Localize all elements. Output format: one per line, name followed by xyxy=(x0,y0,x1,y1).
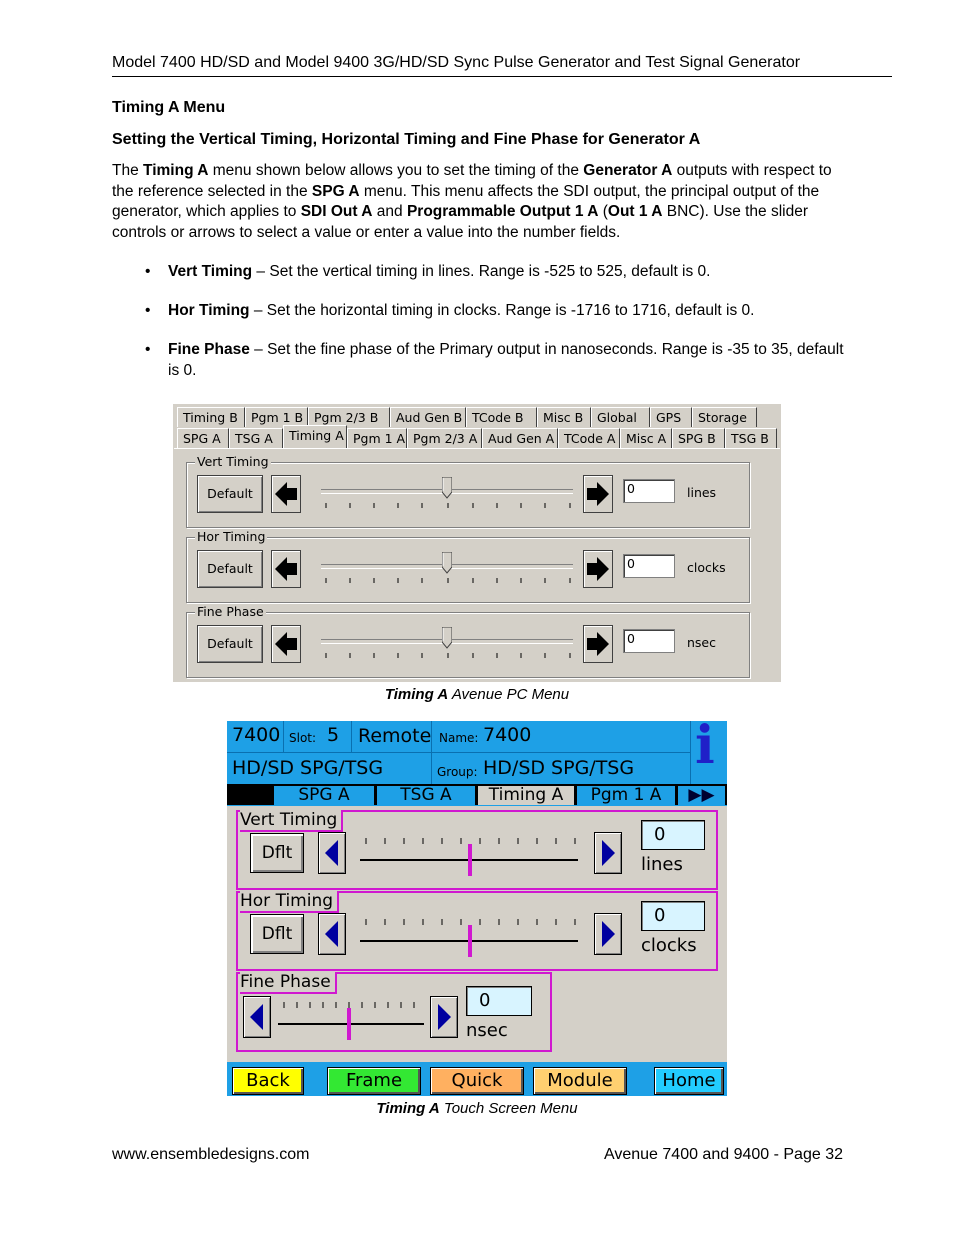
arrow-left-icon xyxy=(272,551,300,587)
section-heading: Timing A Menu xyxy=(112,99,226,116)
triangle-left-icon xyxy=(319,833,345,873)
ts-tab-timing-a[interactable]: Timing A xyxy=(478,786,574,805)
hor-timing-value-input[interactable]: 0 xyxy=(623,554,675,578)
bullet-vert-timing: Vert Timing – Set the vertical timing in lines. Range is -525 to 525, default is 0. xyxy=(168,263,711,280)
ts-product: HD/SD SPG/TSG xyxy=(232,757,384,779)
tab-global[interactable]: Global xyxy=(591,407,650,427)
ts-slot-value: 5 xyxy=(327,724,340,746)
ts-vert-timing-group xyxy=(236,810,718,890)
ts-divider xyxy=(227,752,690,753)
arrow-right-icon xyxy=(584,551,612,587)
ts-name-value: 7400 xyxy=(483,724,532,746)
tab-tcode-b[interactable]: TCode B xyxy=(466,407,537,427)
ts-fine-phase-left-button[interactable] xyxy=(243,996,271,1038)
fine-phase-slider-thumb[interactable] xyxy=(442,627,452,649)
tab-pgm23-a[interactable]: Pgm 2/3 A xyxy=(407,428,482,448)
section-subheading: Setting the Vertical Timing, Horizontal Timing and Fine Phase for Generator A xyxy=(112,131,701,148)
ts-fine-phase-label: Fine Phase xyxy=(240,972,337,994)
fine-phase-slider-ticks xyxy=(325,653,571,658)
fine-phase-value-input[interactable]: 0 xyxy=(623,629,675,653)
info-icon[interactable]: i xyxy=(695,715,715,776)
ts-fine-phase-slider[interactable] xyxy=(278,1000,424,1040)
arrow-right-icon xyxy=(584,626,612,662)
ts-home-button[interactable]: Home xyxy=(654,1067,724,1095)
ts-hor-timing-value[interactable]: 0 xyxy=(641,901,705,931)
tab-misc-a[interactable]: Misc A xyxy=(620,428,672,448)
tab-row-top xyxy=(177,407,757,427)
tab-spg-a[interactable]: SPG A xyxy=(177,428,229,448)
tab-gps[interactable]: GPS xyxy=(650,407,692,427)
tab-storage[interactable]: Storage xyxy=(692,407,757,427)
fine-phase-unit: nsec xyxy=(687,635,716,650)
fine-phase-group xyxy=(186,604,750,678)
ts-vert-timing-slider[interactable] xyxy=(360,836,578,876)
ts-name-label: Name: xyxy=(439,731,479,745)
ts-divider xyxy=(431,753,432,784)
ts-quick-button[interactable]: Quick xyxy=(430,1067,524,1095)
hor-timing-right-arrow-button[interactable] xyxy=(583,550,613,588)
ts-frame-button[interactable]: Frame xyxy=(327,1067,421,1095)
ts-divider xyxy=(690,721,691,784)
triangle-left-icon xyxy=(319,914,345,954)
vert-timing-value-input[interactable]: 0 xyxy=(623,479,675,503)
tab-pgm1-b[interactable]: Pgm 1 B xyxy=(245,407,308,427)
tab-timing-a[interactable]: Timing A xyxy=(283,425,347,448)
ts-fine-phase-thumb xyxy=(347,1008,351,1040)
fine-phase-label: Fine Phase xyxy=(197,604,264,619)
hor-timing-group xyxy=(186,529,750,603)
hor-timing-slider-thumb[interactable] xyxy=(442,552,452,574)
ts-vert-timing-right-button[interactable] xyxy=(594,832,622,874)
arrow-left-icon xyxy=(272,626,300,662)
bullet-mark: • xyxy=(145,302,151,319)
hor-timing-slider-ticks xyxy=(325,578,571,583)
triangle-left-icon xyxy=(244,997,270,1037)
bullet-mark: • xyxy=(145,341,151,358)
vert-timing-left-arrow-button[interactable] xyxy=(271,475,301,513)
ts-vert-timing-left-button[interactable] xyxy=(318,832,346,874)
ts-slot-label: Slot: xyxy=(289,731,317,745)
pc-menu-caption: Timing A Avenue PC Menu xyxy=(384,686,570,703)
ts-group-value: HD/SD SPG/TSG xyxy=(483,757,635,779)
intro-paragraph: The Timing A menu shown below allows you to set the timing of the Generator A outputs with respect to the reference selected in the SPG A menu. This menu affects the SDI output, the principal output of the generator, which applies to SDI Out A and Programmable Output 1 A (Out 1 A BNC). Use the slider controls or arrows to select a value or enter a value into the number fields. xyxy=(112,162,832,241)
vert-timing-slider-thumb[interactable] xyxy=(442,477,452,499)
ts-back-button[interactable]: Back xyxy=(232,1067,304,1095)
tab-audgen-b[interactable]: Aud Gen B xyxy=(390,407,466,427)
ts-hor-timing-group xyxy=(236,891,718,971)
ts-fine-phase-right-button[interactable] xyxy=(430,996,458,1038)
triangle-right-icon xyxy=(431,997,457,1037)
hor-timing-unit: clocks xyxy=(687,560,726,575)
ts-hor-timing-dflt-button[interactable]: Dflt xyxy=(250,914,304,954)
tab-timing-b[interactable]: Timing B xyxy=(177,407,245,427)
ts-bottom-bar xyxy=(227,1062,727,1096)
hor-timing-left-arrow-button[interactable] xyxy=(271,550,301,588)
ts-tab-spg-a[interactable]: SPG A xyxy=(274,786,374,805)
header-divider xyxy=(112,76,892,77)
bullet-fine-phase: Fine Phase – Set the fine phase of the Primary output in nanoseconds. Range is -35 to 35, default is 0. xyxy=(168,341,844,379)
touch-menu-caption: Timing A Touch Screen Menu xyxy=(376,1100,578,1117)
vert-timing-slider-ticks xyxy=(325,503,571,508)
fine-phase-default-button[interactable]: Default xyxy=(197,625,263,663)
ts-fine-phase-group xyxy=(236,972,552,1052)
ts-tab-bar xyxy=(227,784,727,805)
footer-website: www.ensembledesigns.com xyxy=(112,1146,310,1163)
ts-module-button[interactable]: Module xyxy=(533,1067,627,1095)
ts-group-label: Group: xyxy=(437,765,478,779)
touch-screen-panel xyxy=(227,715,727,1096)
tab-tcode-a[interactable]: TCode A xyxy=(558,428,620,448)
timing-a-tab-panel xyxy=(174,448,780,682)
bullet-hor-timing: Hor Timing – Set the horizontal timing in clocks. Range is -1716 to 1716, default is 0. xyxy=(168,302,755,319)
bullet-mark: • xyxy=(145,263,151,280)
tab-misc-b[interactable]: Misc B xyxy=(537,407,591,427)
vert-timing-group xyxy=(186,454,750,528)
hor-timing-default-button[interactable]: Default xyxy=(197,550,263,588)
vert-timing-default-button[interactable]: Default xyxy=(197,475,263,513)
vert-timing-unit: lines xyxy=(687,485,717,500)
ts-vert-timing-thumb xyxy=(468,844,472,876)
ts-vert-timing-label: Vert Timing xyxy=(240,810,343,832)
ts-tab-tsg-a[interactable]: TSG A xyxy=(377,786,475,805)
arrow-left-icon xyxy=(272,476,300,512)
triangle-right-icon xyxy=(595,914,621,954)
tab-tsg-a[interactable]: TSG A xyxy=(229,428,283,448)
tab-audgen-a[interactable]: Aud Gen A xyxy=(482,428,558,448)
ts-hor-timing-left-button[interactable] xyxy=(318,913,346,955)
ts-mode: Remote xyxy=(358,725,432,747)
tab-row-bottom xyxy=(177,428,777,448)
ts-content xyxy=(227,806,727,1062)
tab-tsg-b[interactable]: TSG B xyxy=(725,428,777,448)
tab-pgm1-a[interactable]: Pgm 1 A xyxy=(347,428,407,448)
ts-vert-timing-dflt-button[interactable]: Dflt xyxy=(250,833,304,873)
ts-divider xyxy=(431,721,432,752)
tab-pgm23-b[interactable]: Pgm 2/3 B xyxy=(308,407,390,427)
page-header-title: Model 7400 HD/SD and Model 9400 3G/HD/SD Sync Pulse Generator and Test Signal Generator xyxy=(112,54,801,71)
ts-vert-timing-value[interactable]: 0 xyxy=(641,820,705,850)
ts-more-tabs-icon[interactable]: ▶▶ xyxy=(678,786,725,805)
ts-hor-timing-label: Hor Timing xyxy=(240,891,339,913)
ts-divider xyxy=(283,721,284,752)
ts-hor-timing-right-button[interactable] xyxy=(594,913,622,955)
hor-timing-label: Hor Timing xyxy=(197,529,266,544)
ts-hor-timing-thumb xyxy=(468,925,472,957)
ts-divider xyxy=(351,721,352,752)
triangle-right-icon xyxy=(595,833,621,873)
ts-fine-phase-unit: nsec xyxy=(466,1020,508,1041)
footer-page-number: Avenue 7400 and 9400 - Page 32 xyxy=(603,1146,843,1163)
ts-model: 7400 xyxy=(232,724,281,746)
ts-tab-pgm1-a[interactable]: Pgm 1 A xyxy=(577,786,675,805)
ts-fine-phase-value[interactable]: 0 xyxy=(466,986,532,1016)
vert-timing-right-arrow-button[interactable] xyxy=(583,475,613,513)
fine-phase-right-arrow-button[interactable] xyxy=(583,625,613,663)
ts-hor-timing-slider[interactable] xyxy=(360,917,578,957)
pc-menu-panel xyxy=(173,404,781,682)
fine-phase-left-arrow-button[interactable] xyxy=(271,625,301,663)
arrow-right-icon xyxy=(584,476,612,512)
vert-timing-label: Vert Timing xyxy=(197,454,269,469)
ts-vert-timing-unit: lines xyxy=(641,854,683,875)
tab-spg-b[interactable]: SPG B xyxy=(672,428,725,448)
ts-hor-timing-unit: clocks xyxy=(641,935,697,956)
